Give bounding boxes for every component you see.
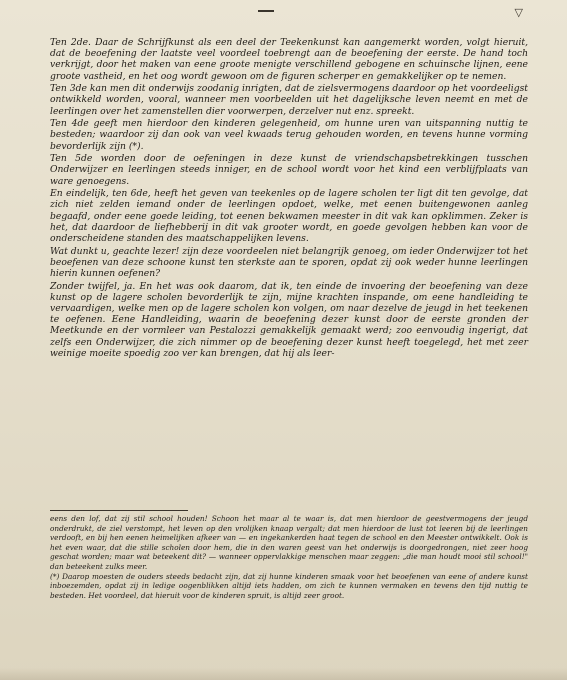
paragraph-question: Wat dunkt u, geachte lezer! zijn deze voordeelen niet belangrijk genoeg, om ieder Onderwijzer tot het beoefenen van deze schoone kunst ten sterkste aan te sporen, opdat zij ook weder hunne leerlingen hierin kunnen oefenen? [50, 245, 528, 280]
footnote-divider [50, 510, 188, 511]
footnotes [50, 514, 528, 600]
top-divider [258, 10, 274, 12]
paragraph-answer: Zonder twijfel, ja. En het was ook daarom, dat ik, ten einde de invoering der beoefening van deze kunst op de lagere scholen bevorderlijk te zijn, mijne krachten inspande, om eene handleiding te vervaardigen, welke men op de lagere scholen kon volgen, om naar dezelve de jeugd in het teekenen te oefenen. Eene Handleiding, waarin de beoefening dezer kunst door de eerste gronden der Meetkunde en der vormleer van Pestalozzi gemakkelijk gemaakt werd; zoo eenvoudig ingerigt, dat zelfs een Onderwijzer, die zich nimmer op de beoefening dezer kunst heeft toegelegd, het met zeer weinige moeite spoedig zoo ver kan brengen, dat hij als leer- [50, 280, 528, 359]
footnote-asterisk: (*) Daarop moesten de ouders steeds bedacht zijn, dat zij hunne kinderen smaak voor het beoefenen van eene of andere kunst inboezemden, opdat zij in ledige oogenblikken altijd iets hadden, om zich te kunnen vermaken en tevens den tijd nuttig te besteden. Het voordeel, dat hieruit voor de kinderen spruit, is altijd zeer groot. [50, 571, 528, 600]
paragraph-6de: En eindelijk, ten 6de, heeft het geven van teekenles op de lagere scholen ter ligt dit ten gevolge, dat zich niet zelden iemand onder de leerlingen opdoet, welke, met eenen buitengewonen aanleg begaafd, onder eene goede leiding, tot eenen bekwamen meester in dit vak kan opklimmen. Zeker is het, dat daardoor de liefhebberij in dit vak grooter wordt, en goede gevolgen hebben kan voor de onderscheidene standen des maatschappelijken levens. [50, 188, 528, 245]
paragraph-4de: Ten 4de geeft men hierdoor den kinderen gelegenheid, om hunne uren van uitspanning nuttig te besteden; waardoor zij dan ook van veel kwaads terug gehouden worden, en tevens hunne vorming bevorderlijk zijn (*). [50, 118, 528, 152]
footnote-continued: eens den lof, dat zij stil school houden! Schoon het maar al te waar is, dat men hierdoor de geestvermogens der jeugd onderdrukt, de ziel verstompt, het leven op den vrolijken knaap vergalt; dat men hierdoor de lust tot leeren bij de leerlingen verdooft, en bij hen eenen heimelijken afkeer van — en ingekankerden haat tegen de school en den Meester ontwikkelt. Ook is het even waar, dat die stille scholen door hem, die in den waren geest van het onderwijs is doorgedrongen, niet zeer hoog geschat worden; maar wat beteekent dit? — wanneer oppervlakkige menschen maar zeggen: „die man houdt mooi stil school!" dan beteekent zulks meer. [50, 514, 528, 571]
main-text [50, 37, 528, 360]
page-bottom-shadow [0, 668, 567, 680]
paragraph-5de: Ten 5de worden door de oefeningen in deze kunst de vriendschapsbetrekkingen tusschen Onderwijzer en leerlingen steeds inniger, en de school wordt voor het kind een verblijfplaats van ware genoegens. [50, 153, 528, 187]
paragraph-2de: Ten 2de. Daar de Schrijfkunst als een deel der Teekenkunst kan aangemerkt worden, volgt hieruit, dat de beoefening der laatste veel voordeel toebrengt aan de beoefening der eerste. De hand toch verkrijgt, door het maken van eene groote menigte verschillend gebogene en schuinsche lijnen, eene groote vastheid, en het oog wordt gewoon om de figuren scherper en gemakkelijker op te nemen. [50, 37, 528, 82]
corner-mark: ▽ [514, 6, 523, 19]
paragraph-3de: Ten 3de kan men dit onderwijs zoodanig inrigten, dat de zielsvermogens daardoor op het voordeeligst ontwikkeld worden, vooral, wanneer men voorbeelden uit het dagelijksche leven neemt en met de leerlingen over het zamenstellen dier voorwerpen, derzelver nut enz. spreekt. [50, 83, 528, 117]
